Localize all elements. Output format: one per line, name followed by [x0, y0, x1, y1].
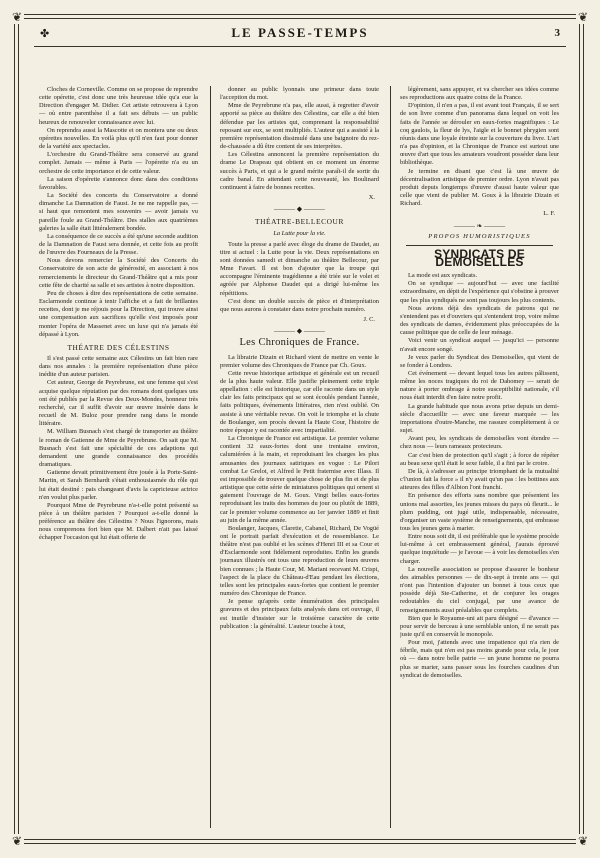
title-rule	[406, 245, 553, 246]
signature: J. C.	[363, 316, 375, 324]
heading-theatre-celestins: THÉATRE DES CÉLESTINS	[67, 342, 170, 352]
paragraph: Cet événement — devant lequel tous les autres pâlissent, même les noces tragiques du roi de Dahomey — serait de nature à porter ombrage à notre susceptibilité nationale, s'il nous était interdit d'en faire notre profit.	[400, 370, 559, 402]
paragraph: C'est donc un double succès de pièce et d'interprétation que nous aurons à constater dans notre prochain numéro.	[220, 297, 379, 313]
corner-ornament-icon: ❦	[11, 834, 23, 848]
paragraph: La Société des concerts du Conservatoire a donné dimanche La Damnation de Faust. Je ne me rappelle pas, — si haut que remontent mes souvenirs — avoir jamais vu pareille foule au Grand-Théâtre. Des stalles aux quatrièmes galeries la salle était littéralement bondée.	[39, 192, 198, 232]
paragraph: Toute la presse a parlé avec éloge du drame de Daudet, au titre si actuel : la Lutte pour la vie. Deux représentations en sont données samedi et dimanche au théâtre Bellecour, par Mme Favart. Il est bon d'ajouter que la troupe qui accompagne l'éminente tragédienne a été triée sur le volet et agréée par Alphonse Daudet qui a dirigé lui-même les répétitions.	[220, 240, 379, 297]
page-header	[40, 22, 560, 44]
paragraph: Entre nous soit dit, il est préférable que le système procède lui-même à cet embrassement général, j'aurais éprouvé quelque inquiétude — je l'avoue — à voir les demoiselles s'en charger.	[400, 533, 559, 565]
paragraph: Je termine en disant que c'est là une œuvre de décentralisation artistique de premier ordre. Lyon n'avait pas produit depuis longtemps d'œuvre d'aussi haute valeur que celle que vient de publier M. Goux à la librairie Dizain et Richard.	[400, 167, 559, 208]
paragraph: L'orchestre du Grand-Théâtre sera conservé au grand complet. Jamais — même à Paris — l'opérette n'a eu un orchestre de cette importance et de cette valeur.	[39, 151, 198, 175]
column-2	[220, 86, 379, 828]
paragraph: Les Célestins annoncent la première représentation du drame Le Drapeau qui obtient en ce moment un énorme succès à Paris, et qui a le grand mérite paraît-il de sortir du cadre banal. En attendant cette nouveauté, les Boulinard continuent à faire de bonnes recettes.	[220, 151, 379, 191]
paragraph: Je pense qu'après cette énumération des principales gravures et des principaux faits analysés dans cet ouvrage, il est inutile d'insister sur le troisième caractère de cette publication : la généralité. L'auteur touche à tout,	[220, 598, 379, 630]
paragraph: Pour moi, j'attends avec une impatience qui n'a rien de fébrile, mais qui n'en est pas moins grande pour cela, le jour où — dans notre belle patrie — un jeune homme ne pourra plus se marier, sans passer sous les fourches caudines d'un syndicat de demoiselles.	[400, 639, 559, 679]
signature: X.	[368, 194, 375, 202]
paragraph: Il s'est passé cette semaine aux Célestins un fait bien rare dans nos annales : la première représentation d'une pièce inédite d'un auteur parisien.	[39, 355, 198, 379]
paragraph: La conséquence de ce succès a été qu'une seconde audition de la Damnation de Faust sera donnée, et cette fois au profit de l'œuvre des Fourneaux de la Presse.	[39, 232, 198, 257]
paragraph: Peu de choses à dire des représentations de cette semaine. Esclarmonde continue à tenir l'affiche et a fait de brillantes recettes, dont je me réjouis pour la Direction, qui trouve ainsi une compensation aux sacrifices qu'elle s'est imposés pour monter l'opéra de Massenet avec un luxe qui n'a jamais été dépassé à Lyon.	[39, 289, 198, 338]
paragraph: On se syndique — aujourd'hui — avec une facilité extraordinaire, en dépit de l'expérience qui s'obstine à prouver que les plus syndiqués ne sont pas toujours les plus contents.	[400, 280, 559, 304]
paragraph: En présence des efforts sans nombre que présentent les unions mal assorties, les jeunes misses du pays où fleurit... le plum pudding, ont jugé utile, indispensable, nécessaire, d'organiser un vaste système de renseignements, qui embrasse tous les jeunes gens à marier.	[400, 492, 559, 532]
corner-ornament-icon: ❦	[577, 834, 589, 848]
paragraph: La librairie Dizain et Richard vient de mettre en vente le premier volume des Chroniques de France par Ch. Goux.	[220, 353, 379, 369]
article-title: SYNDICATS DE DEMOISELLES	[434, 246, 525, 269]
subheading: La Lutte pour la vie.	[273, 229, 326, 237]
paragraph: D'opinion, il n'en a pas, il est avant tout Français, il se sert de son livre comme d'un panorama dans lequel on voit les faits de l'année se dérouler en eaux-fortes magnifiques : Le coq gaulois, la fleur de lys, l'aigle et le bonnet phrygien sont réunis dans une loyale étreinte sur la couverture du livre. L'art n'a pas d'opinion, et la Chronique de France est surtout une œuvre d'art que tous les amateurs voudront posséder dans leur bibliothèque.	[400, 102, 559, 167]
paragraph: Mme de Peyrebrune n'a pas, elle aussi, à regretter d'avoir apporté sa pièce au théâtre des Célestins, car elle a été bien défendue par les artistes qui, comprenant la responsabilité reposant sur eux, se sont multipliés. L'auteur qui a assisté à la première représentation dissimulé dans une baignoire du rez-de-chaussée a dû être content de ses interprètes.	[220, 102, 379, 151]
column-1	[39, 86, 198, 828]
paragraph: La Chronique de France est artistique. Le premier volume contient 32 eaux-fortes dont une trentaine environ, calumiérées à la main, et reproduisant les charges les plus amusantes des journaux satiriques en vogue : Le Pilori combat Le Grelot, et Alfred le Petit fraternise avec Illass. Il est impossible de trouver quelque chose de plus fin et de plus artistique que cette série de miniatures politiques qui ornent si gaiement l'ouvrage de M. Goux. Vingt belles eaux-fortes reproduisant les traits des hommes du jour ou plutôt de 1889, car le premier volume commence au 1er janvier 1889 et finit au juin de la même année.	[220, 435, 379, 524]
paragraph: donner au public lyonnais une primeur dans toute l'acception du mot.	[220, 86, 379, 102]
paragraph: Bien que le Royaume-uni ait paru désigné — d'avance — pour servir de berceau à une semblable union, il ne serait pas juste qu'il en conservât le monopole.	[400, 614, 559, 638]
column-divider	[390, 86, 391, 828]
paragraph: M. William Busnach s'est chargé de transporter au théâtre le roman de Gatienne de Mme de Peyrebrune. On sait que M. Busnach s'est fait une spécialité de ces adaptions qui demandent une grande connaissance des procédés dramatiques.	[39, 428, 198, 469]
paragraph: Cet auteur, George de Peyrebrune, est une femme qui s'est acquise quelque réputation par des romans dont quelques uns ont été publiés par la Revue des Deux-Mondes, honneur très recherché, car il suffit d'avoir sur œuvre insérée dans le recueil de M. Buloz pour prendre rang dans le monde littéraire.	[39, 379, 198, 428]
header-ornament-icon: ✤	[40, 27, 50, 40]
paragraph: La mode est aux syndicats.	[408, 272, 478, 280]
paragraph: Car c'est bien de protection qu'il s'agit ; à force de répéter au beau sexe qu'il était le sexe faible, il a fini par le croire.	[400, 451, 559, 467]
paragraph: Nous devons remercier la Société des Concerts du Conservatoire de son acte de générosité, en associant à nos remerciements le directeur du Grand-Théâtre qui a mis pour cette fête de charité sa salle et ses artistes à notre disposition.	[39, 257, 198, 289]
separator-ornament-icon: ——— ◆ ———	[274, 205, 325, 214]
header-rule	[34, 46, 566, 47]
paragraph: La grande habitude que nous avons prise depuis un demi-siècle d'accueillir — avec une faveur marquée — les importations d'outre-Manche, me rassure complètement à ce sujet.	[400, 402, 559, 435]
masthead-title: LE PASSE-TEMPS	[231, 25, 369, 40]
paragraph: On reprendra aussi la Mascotte et on montera une ou deux opérettes nouvelles. En voilà plus qu'il n'en faut pour donner de la variété aux spectacles.	[39, 126, 198, 151]
signature: L. F.	[543, 210, 555, 218]
paragraph: Gatienne devait primitivement être jouée à la Porte-Saint-Martin, et Sarah Bernhardt s'était enthousiasmée du rôle qui lui était destiné : pais changeant d'avis la capricieuse actrice n'en voulut plus parler.	[39, 469, 198, 501]
column-3	[400, 86, 559, 828]
heading-theatre-bellecour: THÉATRE-BELLECOUR	[254, 217, 345, 227]
paragraph: Voici venir un syndicat auquel — jusqu'ici — personne n'avait encore songé.	[400, 337, 559, 353]
paragraph: Avant peu, les syndicats de demoiselles vont étendre — chez nous — leurs rameaux protecteurs.	[400, 435, 559, 451]
paragraph: légèrement, sans appuyer, et va chercher ses idées comme ses reproductions aux quatre coins de la France.	[400, 86, 559, 102]
paragraph: Je veux parler du Syndicat des Demoiselles, qui vient de se fonder à Londres.	[400, 353, 559, 369]
paragraph: Boulanger, Jacques, Claretie, Cabanel, Richard, De Vogüé ont le portrait parfait d'exécution et de ressemblance. Le théâtre n'est pas oublié et les scènes d'Henri III et sa Cour et d'Esclarmonde sont fidèlement reproduites. Enfin les grands journaux illustrés ont tous une reproduction de leurs œuvres bien connues ; la Haute Cour, M. Mariani recevant M. Crispi, l'aspect de la place du Château-d'Eau pendant les élections, telles sont les principales eaux-fortes que contient le premier numéro des Chronique de France.	[220, 524, 379, 598]
paragraph: Cloches de Corneville. Comme on se propose de reprendre cette opérette, c'est donc une très heureuse idée qu'a eue la Direction d'engager M. Didier. Cet artiste retrouvera à Lyon — où entre parenthèse il a fait ses débuts — un public heureux de renouveler connaissance avec lui.	[39, 86, 198, 126]
paragraph: Cette revue historique artistique et générale est un recueil de la plus haute valeur. Elle justifie pleinement cette triple appellation : elle est historique, car elle raconte dans un style clair les faits principaux qui se sont écoulés pendant l'année, faits politiques, événements littéraires, rien n'est oublié. On assiste à une véritable revue. On voit le triomphe et la chute de Boulanger, son procès devant la Haute Cour, l'histoire de notre époque y est racontée avec impartialité.	[220, 369, 379, 434]
paragraph: La saison d'opérette s'annonce donc dans des conditions favorables.	[39, 175, 198, 191]
paragraph: De là, à s'adresser au principe triomphant de la mutualité c'l'union fait la force » il n'y avait qu'un pas : les bottines aux aiteures des filles d'Albion l'ont franchi.	[400, 467, 559, 492]
section-title: Les Chroniques de France.	[239, 337, 360, 349]
corner-ornament-icon: ❦	[11, 10, 23, 24]
corner-ornament-icon: ❦	[577, 10, 589, 24]
column-divider	[210, 86, 211, 828]
separator-ornament-icon: ——— ❧ ———	[453, 221, 506, 230]
paragraph: La nouvelle association se propose d'assurer le bonheur des aimables personnes — de dix-sept à trente ans — qui n'ont pas l'intention d'ajouter un bonnet à tous ceux que possède déjà Ste-Catherine, et de conjurer les orages redoutables du ciel conjugal, par une avance de renseignements aussi préalables que complets.	[400, 565, 559, 614]
page-number: 3	[554, 27, 560, 39]
kicker: PROPOS HUMORISTIQUES	[428, 232, 531, 240]
paragraph: Nous avions déjà des syndicats de patrons qui ne s'entendent pas et d'ouvriers qui s'entendent trop, voire même des syndicats de dames, évidemment plus préoccupées de la cause politique que de celle de leur ménage.	[400, 304, 559, 337]
separator-ornament-icon: ——— ◆ ———	[274, 327, 325, 336]
paragraph: Pourquoi Mme de Peyrebrune n'a-t-elle point présenté sa pièce à un théâtre parisien ? Pourquoi a-t-elle donné la préférence au théâtre des Célestins ? Nous l'ignorons, mais nous comprenons fort bien que M. Dalbert n'ait pas laissé échapper l'occasion qui lui était offerte de	[39, 501, 198, 542]
